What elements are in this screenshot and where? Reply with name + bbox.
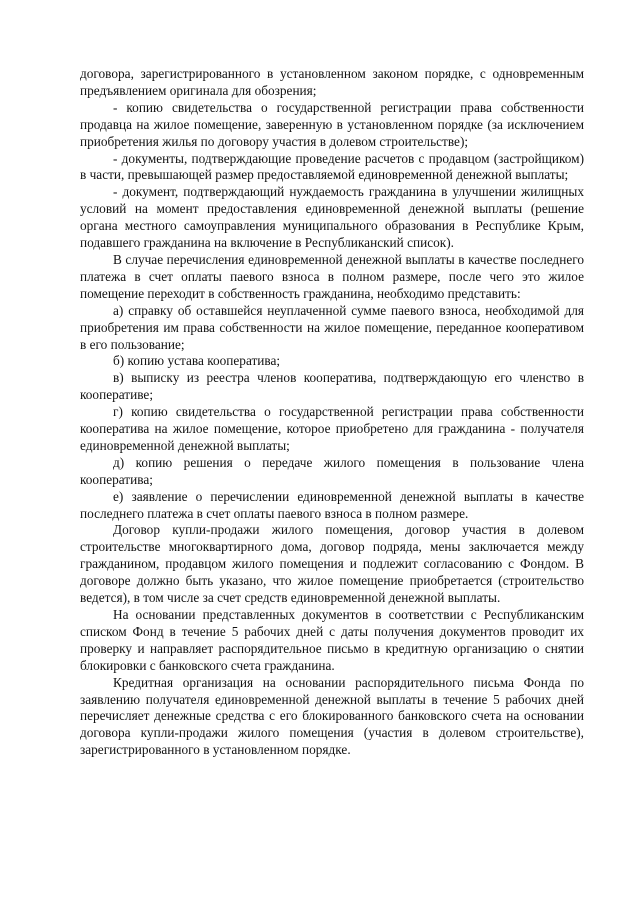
document-page: [80, 66, 584, 759]
list-item-ownership-certificate: - копию свидетельства о государственной регистрации права собственности продавца на жилое помещение, заверенную в установленном порядке (за исключением приобретения жилья по договору участия в долевом строительстве);: [80, 99, 584, 149]
list-item-housing-need-document: - документ, подтверждающий нуждаемость гражданина в улучшении жилищных условий на момент предоставления единовременной денежной выплаты (решение органа местного самоуправления муниципального образования в Республике Крым, подавшего гражданина на включение в Республиканский список).: [80, 184, 584, 251]
list-item-a: а) справку об оставшейся неуплаченной сумме паевого взноса, необходимой для приобретения им права собственности на жилое помещение, переданное кооперативом в его пользование;: [80, 302, 584, 352]
paragraph-contract: Договор купли-продажи жилого помещения, договор участия в долевом строительстве многоквартирного дома, договор подряда, мены заключается между гражданином, продавцом жилого помещения и подлежит согласованию с Фондом. В договоре должно быть указано, что жилое помещение приобретается (строительство ведется), в том числе за счет средств единовременной денежной выплаты.: [80, 522, 584, 606]
list-item-f: е) заявление о перечислении единовременной денежной выплаты в качестве последнего платежа в счет оплаты паевого взноса в полном размере.: [80, 488, 584, 521]
paragraph-continuation: договора, зарегистрированного в установленном законом порядке, с одновременным предъявлением оригинала для обозрения;: [80, 66, 584, 98]
paragraph-cooperative-case: В случае перечисления единовременной денежной выплаты в качестве последнего платежа в счет оплаты паевого взноса в полном размере, после чего это жилое помещение переходит в собственность гражданина, необходимо представить:: [80, 251, 584, 301]
paragraph-fund-review: На основании представленных документов в соответствии с Республиканским списком Фонд в течение 5 рабочих дней с даты получения документов проводит их проверку и направляет распорядительное письмо в кредитную организацию о снятии блокировки с банковского счета гражданина.: [80, 607, 584, 673]
paragraph-credit-organization: Кредитная организация на основании распорядительного письма Фонда по заявлению получателя единовременной денежной выплаты в течение 5 рабочих дней перечисляет денежные средства с его блокированного банковского счета на основании договора купли-продажи жилого помещения (участия в долевом строительстве), зарегистрированного в установленном порядке.: [80, 674, 584, 758]
list-item-payment-documents: - документы, подтверждающие проведение расчетов с продавцом (застройщиком) в части, превышающей размер предоставляемой единовременной денежной выплаты;: [80, 150, 584, 183]
list-item-b: б) копию устава кооператива;: [113, 353, 281, 369]
list-item-e: д) копию решения о передаче жилого помещения в пользование члена кооператива;: [80, 454, 584, 487]
list-item-d: г) копию свидетельства о государственной регистрации права собственности кооператива на жилое помещение, которое приобретено для гражданина - получателя единовременной денежной выплаты;: [80, 404, 584, 453]
list-item-c: в) выписку из реестра членов кооператива, подтверждающую его членство в кооперативе;: [80, 370, 584, 403]
